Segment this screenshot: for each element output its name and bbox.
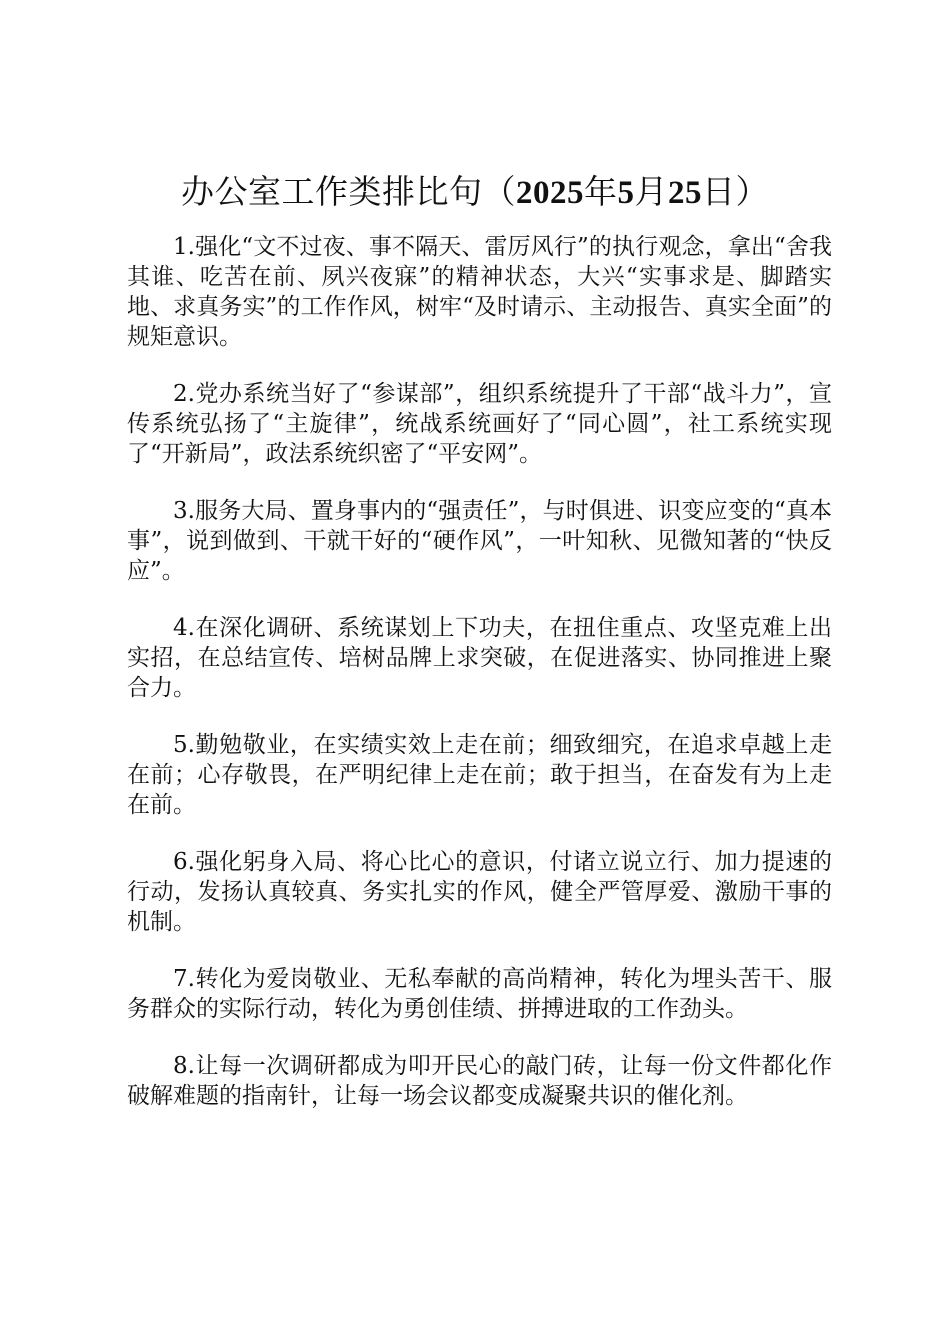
title-month-unit: 月 (634, 172, 668, 211)
title-text: 办公室工作类排比句（ (181, 172, 516, 211)
title-month: 5 (617, 175, 635, 211)
title-close: ） (735, 172, 769, 211)
document-title (0, 170, 950, 215)
paragraph-2: 2.党办系统当好了“参谋部”，组织系统提升了干部“战斗力”，宣传系统弘扬了“主旋律”，统战系统画好了“同心圆”，社工系统实现了“开新局”，政法系统织密了“平安网”。 (127, 381, 832, 467)
paragraph-6: 6.强化躬身入局、将心比心的意识，付诸立说立行、加力提速的行动，发扬认真较真、务实扎实的作风，健全严管厚爱、激励干事的机制。 (127, 849, 832, 935)
paragraph-3: 3.服务大局、置身事内的“强责任”，与时俱进、识变应变的“真本事”，说到做到、干就干好的“硬作风”，一叶知秋、见微知著的“快反应”。 (127, 498, 832, 584)
paragraph-7: 7.转化为爱岗敬业、无私奉献的高尚精神，转化为埋头苦干、服务群众的实际行动，转化为勇创佳绩、拼搏进取的工作劲头。 (127, 966, 832, 1022)
paragraph-8: 8.让每一次调研都成为叩开民心的敲门砖，让每一份文件都化作破解难题的指南针，让每一场会议都变成凝聚共识的催化剂。 (127, 1053, 832, 1109)
title-year: 2025 (516, 175, 584, 211)
paragraph-4: 4.在深化调研、系统谋划上下功夫，在扭住重点、攻坚克难上出实招，在总结宣传、培树品牌上求突破，在促进落实、协同推进上聚合力。 (127, 615, 832, 701)
paragraph-1: 1.强化“文不过夜、事不隔天、雷厉风行”的执行观念，拿出“舍我其谁、吃苦在前、夙兴夜寐”的精神状态，大兴“实事求是、脚踏实地、求真务实”的工作作风，树牢“及时请示、主动报告、真实全面”的规矩意识。 (127, 234, 832, 350)
title-day-unit: 日 (702, 172, 736, 211)
title-year-unit: 年 (584, 172, 618, 211)
title-day: 25 (668, 175, 702, 211)
document-body (127, 232, 832, 1138)
paragraph-5: 5.勤勉敬业，在实绩实效上走在前；细致细究，在追求卓越上走在前；心存敬畏，在严明纪律上走在前；敢于担当，在奋发有为上走在前。 (127, 732, 832, 818)
